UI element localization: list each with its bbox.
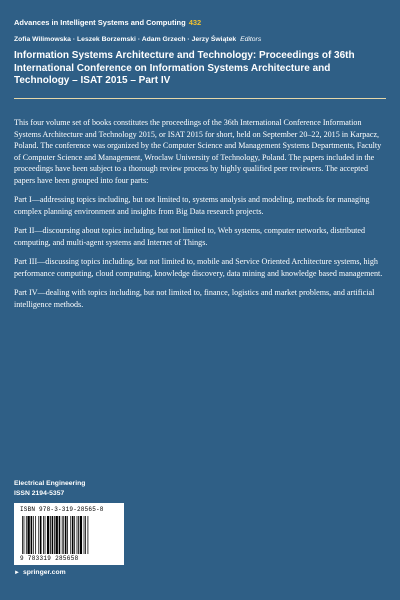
editor-names: Zofia Wilimowska · Leszek Borzemski · Adam Grzech · Jerzy Świątek <box>14 36 237 43</box>
barcode-bar <box>77 516 78 554</box>
barcode-bar <box>27 516 29 554</box>
barcode-bar <box>50 516 51 554</box>
barcode-bar <box>70 516 71 554</box>
barcode-bar <box>72 516 74 554</box>
barcode-bar <box>54 516 55 554</box>
barcode-bar <box>43 516 44 554</box>
discipline-label: Electrical Engineering <box>14 480 86 487</box>
series-name: Advances in Intelligent Systems and Computing <box>14 18 186 27</box>
barcode-bar <box>40 516 42 554</box>
publisher-link[interactable] <box>14 569 66 576</box>
barcode-bar <box>65 516 67 554</box>
issn-label: ISSN 2194-5357 <box>14 490 65 497</box>
barcode-bar <box>74 516 75 554</box>
editors-line <box>14 36 261 43</box>
description-paragraph: This four volume set of books constitutes the proceedings of the 36th International Conference Information Systems Architecture and Technology 2015, or ISAT 2015 for short, held on September 20–22, 2015 in Karpacz, Poland. The conference was organized by the Computer Science and Management Systems Departments, Faculty of Computer Science and Management, Wroclaw University of Technology, Poland. The papers included in the proceedings have been subject to a thorough review process by highly qualified peer reviewers. The accepted papers have been grouped into four parts: <box>14 118 382 185</box>
description-paragraph: Part III—discussing topics including, but not limited to, mobile and Service Oriented Architecture systems, high performance computing, cloud computing, knowledge discovery, data mining and knowledge based management. <box>14 257 383 278</box>
barcode-bar <box>56 516 58 554</box>
barcode-bar <box>26 516 27 554</box>
barcode-bar <box>38 516 39 554</box>
description-paragraph: Part I—addressing topics including, but not limited to, systems analysis and modeling, methods for managing complex planning environment and insights from Big Data research projects. <box>14 195 370 216</box>
barcode-bar <box>35 516 36 554</box>
barcode-bar <box>59 516 61 554</box>
barcode-bar <box>24 516 25 554</box>
description-paragraph: Part IV—dealing with topics including, but not limited to, finance, logistics and market problems, and artificial intelligence methods. <box>14 288 375 309</box>
series-line <box>14 18 201 27</box>
editors-suffix: Editors <box>240 36 262 43</box>
barcode-icon <box>14 503 124 565</box>
barcode-bar <box>31 516 33 554</box>
barcode-bar <box>84 516 85 554</box>
barcode-bar <box>63 516 64 554</box>
barcode-bar <box>45 516 46 554</box>
barcode-bar <box>47 516 49 554</box>
barcode-bars <box>22 516 116 554</box>
barcode-bar <box>52 516 54 554</box>
barcode-bar <box>22 516 23 554</box>
description-body <box>14 117 386 318</box>
barcode-digits: 9 783319 285658 <box>20 555 79 562</box>
barcode-bar <box>33 516 34 554</box>
barcode-bar <box>85 516 86 554</box>
arrow-right-icon: ► <box>14 569 20 576</box>
publisher-url: springer.com <box>22 569 66 576</box>
series-number: 432 <box>188 18 202 27</box>
barcode-bar <box>78 516 79 554</box>
barcode-bar <box>80 516 82 554</box>
barcode-bar <box>67 516 68 554</box>
book-title: Information Systems Architecture and Technology: Proceedings of 36th International Conference on Information Systems Architecture and Technology – ISAT 2015 – Part IV <box>14 50 355 86</box>
barcode-bar <box>62 516 63 554</box>
description-paragraph: Part II—discoursing about topics including, but not limited to, Web systems, computer networks, distributed computing, and multi-agent systems and Internet of Things. <box>14 226 366 247</box>
barcode-bar <box>88 516 89 554</box>
isbn-label: ISBN 978-3-319-28565-8 <box>20 506 104 513</box>
title-divider <box>14 98 386 99</box>
